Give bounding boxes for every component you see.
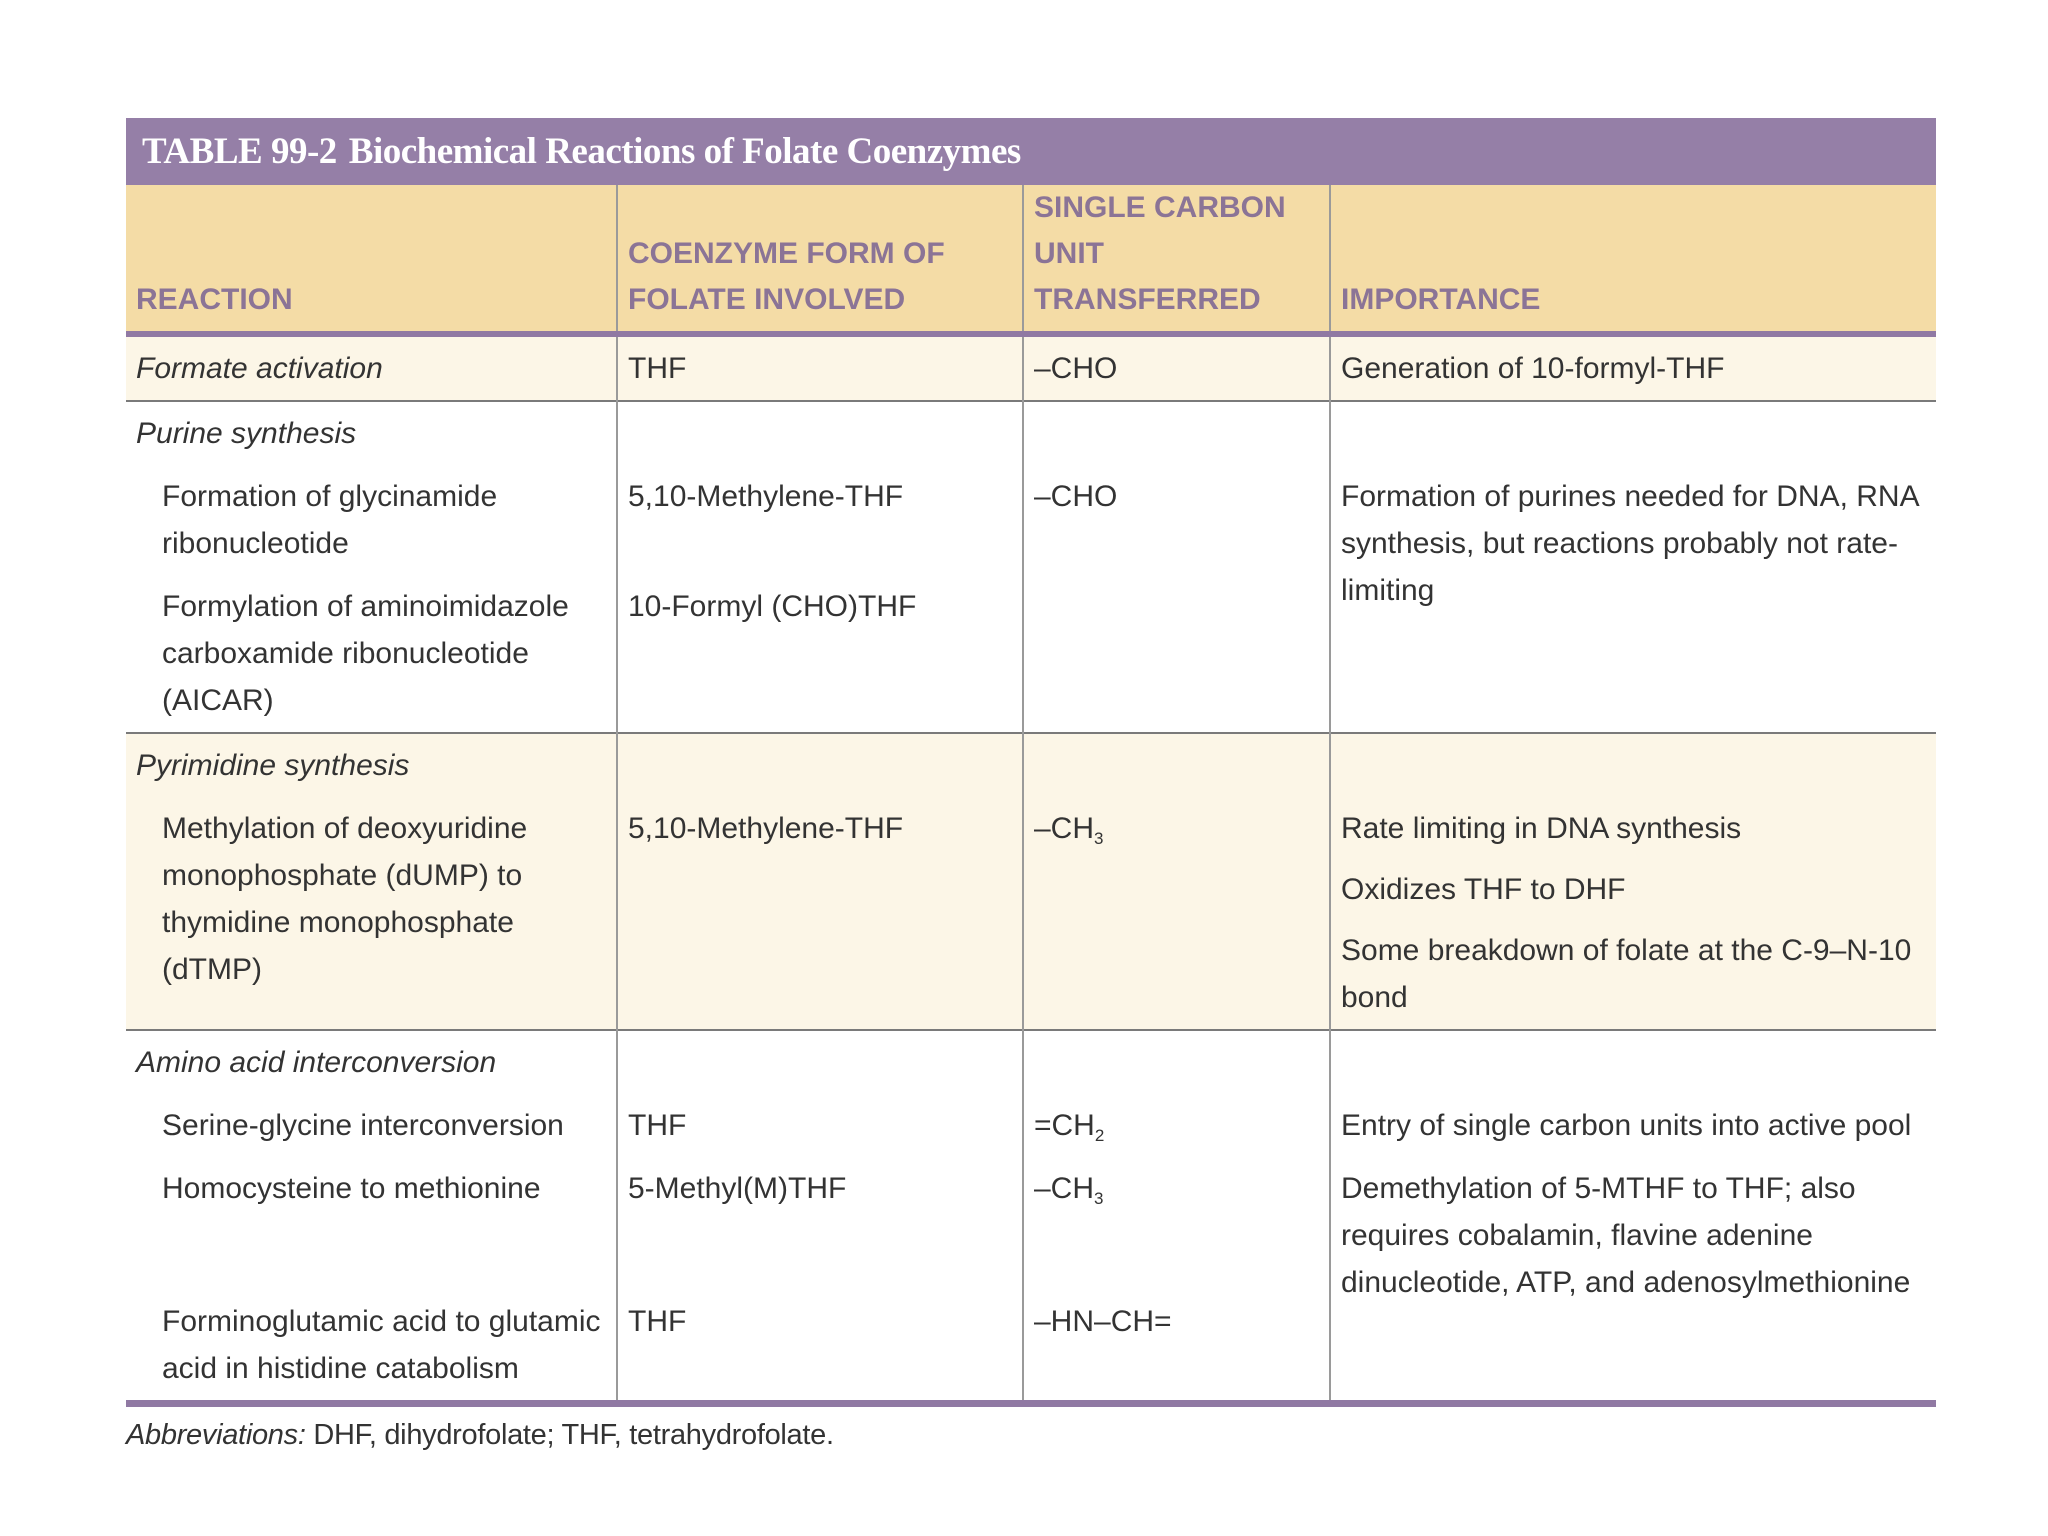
importance-oxidizes: Oxidizes THF to DHF [1341,873,1626,906]
header-reaction: REACTION [126,185,617,334]
importance-homocysteine: Demethylation of 5-MTHF to THF; also requires cobalamin, flavine adenine dinucleotide, ATP, and adenosylmethionine [1341,1172,1911,1299]
cell-carbon-unit: –CHO [1023,334,1330,401]
cell-reaction [126,733,617,1030]
importance-serine: Entry of single carbon units into active pool [1341,1109,1912,1142]
table-number: TABLE 99-2 [142,131,337,172]
coenzyme-formimino: THF [628,1305,687,1338]
cell-coenzyme [617,401,1023,733]
importance-rate-limiting: Rate limiting in DNA synthesis [1341,812,1742,845]
reaction-serine-glycine: Serine-glycine interconversion [162,1109,564,1142]
footnote-text: DHF, dihydrofolate; THF, tetrahydrofolate. [313,1419,834,1451]
carbon-unit-pyrimidine: $-CH_3$ [1034,812,1104,848]
table-row [126,1030,1936,1404]
coenzyme-aicar: 10-Formyl (CHO)THF [628,590,917,623]
folate-reactions-table [126,185,1936,1407]
cell-reaction [126,334,617,401]
cell-importance [1330,1030,1936,1404]
table-row [126,401,1936,733]
reaction-glycinamide: Formation of glycinamide ribonucleotide [162,480,498,560]
cell-coenzyme [617,1030,1023,1404]
footnote-label: Abbreviations: [126,1419,306,1451]
cell-carbon-unit [1023,733,1330,1030]
group-title-purine: Purine synthesis [136,417,357,450]
table-title: Biochemical Reactions of Folate Coenzymes [348,131,1021,172]
group-title-pyrimidine: Pyrimidine synthesis [136,749,410,782]
header-coenzyme: COENZYME FORM OF FOLATE INVOLVED [617,185,1023,334]
cell-carbon-unit [1023,1030,1330,1404]
carbon-unit-glycinamide: –CHO [1034,480,1118,513]
importance-breakdown: Some breakdown of folate at the C-9–N-10 bond [1341,934,1912,1014]
cell-importance [1330,401,1936,733]
reaction-formate: Formate activation [136,352,383,385]
importance-purine: Formation of purines needed for DNA, RNA synthesis, but reactions probably not rate-limiting [1341,480,1918,607]
folate-table-figure [126,118,1936,1452]
reaction-dump-methylation: Methylation of deoxyuridine monophosphate (dUMP) to thymidine monophosphate (dTMP) [162,812,528,986]
reaction-forminoglutamic: Forminoglutamic acid to glutamic acid in histidine catabolism [162,1305,601,1385]
header-carbon-unit: SINGLE CARBON UNIT TRANSFERRED [1023,185,1330,334]
coenzyme-homocysteine: 5-Methyl(M)THF [628,1172,847,1205]
cell-importance [1330,733,1936,1030]
coenzyme-pyrimidine: 5,10-Methylene-THF [628,812,904,845]
carbon-unit-formimino: –HN–CH= [1034,1305,1172,1338]
reaction-aicar: Formylation of aminoimidazole carboxamide ribonucleotide (AICAR) [162,590,569,717]
table-caption [126,118,1936,185]
coenzyme-glycinamide: 5,10-Methylene-THF [628,480,904,513]
cell-coenzyme [617,733,1023,1030]
reaction-homocysteine: Homocysteine to methionine [162,1172,541,1205]
table-footnote [126,1419,1936,1452]
carbon-unit-serine: $=CH_2$ [1034,1109,1105,1145]
cell-reaction [126,401,617,733]
header-row [126,185,1936,334]
cell-importance: Generation of 10-formyl-THF [1330,334,1936,401]
table-row [126,334,1936,401]
cell-reaction [126,1030,617,1404]
cell-coenzyme: THF [617,334,1023,401]
cell-carbon-unit [1023,401,1330,733]
carbon-unit-homocysteine: $-CH_3$ [1034,1172,1104,1208]
table-row [126,733,1936,1030]
group-title-amino: Amino acid interconversion [136,1046,497,1079]
header-importance: IMPORTANCE [1330,185,1936,334]
coenzyme-serine: THF [628,1109,687,1142]
